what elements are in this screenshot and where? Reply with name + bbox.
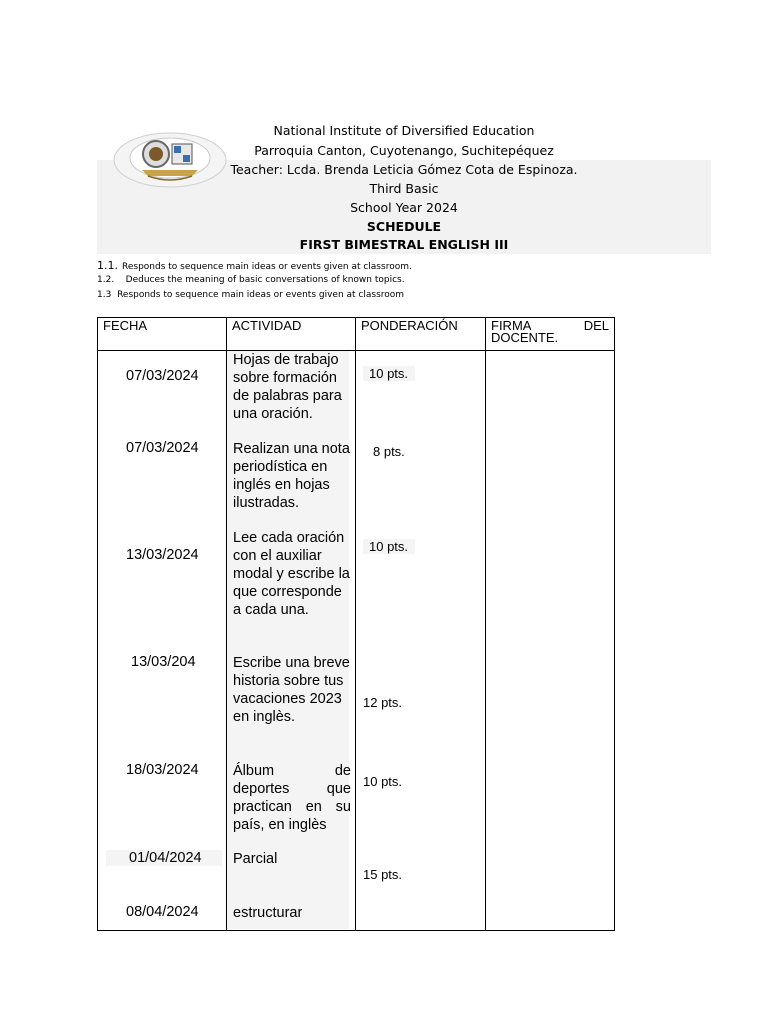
col-header-fecha: FECHA (98, 318, 227, 351)
table-body-row (98, 351, 615, 931)
col-header-firma: FIRMA DEL DOCENTE. (486, 318, 615, 351)
row-3-actividad: Lee cada oración con el auxiliar modal y escribe la que corresponde a cada una. (233, 530, 350, 618)
grade: Third Basic (369, 181, 439, 196)
actividad-shade (227, 351, 349, 929)
document-title: SCHEDULE (366, 219, 442, 234)
address: Parroquia Canton, Cuyotenango, Suchitepéquez (254, 143, 554, 158)
subtitle: FIRST BIMESTRAL ENGLISH III (299, 237, 509, 252)
row-5-actividad: Álbum de deportes que practican en su país, en inglès (233, 763, 351, 833)
institution-name: National Institute of Diversified Education (273, 123, 535, 138)
teacher-name: Teacher: Lcda. Brenda Leticia Gómez Cota de Espinoza. (230, 162, 578, 177)
ponderacion-column (356, 351, 486, 931)
row-7-fecha: 08/04/2024 (126, 904, 199, 920)
table-header-row (98, 318, 615, 351)
row-6-actividad: Parcial (233, 851, 278, 867)
firma-column (486, 351, 615, 931)
row-2-ponderacion: 8 pts. (373, 444, 405, 459)
row-5-ponderacion: 10 pts. (363, 774, 403, 789)
row-3-ponderacion: 10 pts. (363, 539, 415, 554)
row-6-fecha: 01/04/2024 (106, 850, 222, 866)
row-4-fecha: 13/03/204 (131, 654, 196, 670)
schedule-table (97, 317, 615, 931)
row-4-ponderacion: 12 pts. (363, 695, 403, 710)
row-1-fecha: 07/03/2024 (126, 368, 199, 384)
row-6-ponderacion: 15 pts. (363, 867, 403, 882)
objective-3: 1.3 Responds to sequence main ideas or events given at classroom (97, 290, 405, 300)
row-7-actividad: estructurar (233, 905, 303, 921)
col-header-actividad: ACTIVIDAD (227, 318, 356, 351)
row-3-fecha: 13/03/2024 (126, 547, 199, 563)
row-4-actividad: Escribe una breve historia sobre tus vacaciones 2023 en inglès. (233, 655, 350, 725)
row-1-ponderacion: 10 pts. (363, 366, 415, 381)
row-2-actividad: Realizan una nota periodística en inglés en hojas ilustradas. (233, 441, 350, 511)
col-header-ponderacion: PONDERACIÓN (356, 318, 486, 351)
row-5-fecha: 18/03/2024 (126, 762, 199, 778)
row-2-fecha: 07/03/2024 (126, 440, 199, 456)
objective-1: 1.1. Responds to sequence main ideas or events given at classroom. (97, 259, 412, 272)
row-1-actividad: Hojas de trabajo sobre formación de palabras para una oración. (233, 352, 342, 422)
actividad-column (227, 351, 356, 931)
fecha-column (98, 351, 227, 931)
objective-2: 1.2. Deduces the meaning of basic conversations of known topics. (97, 275, 405, 285)
school-year: School Year 2024 (350, 200, 458, 215)
